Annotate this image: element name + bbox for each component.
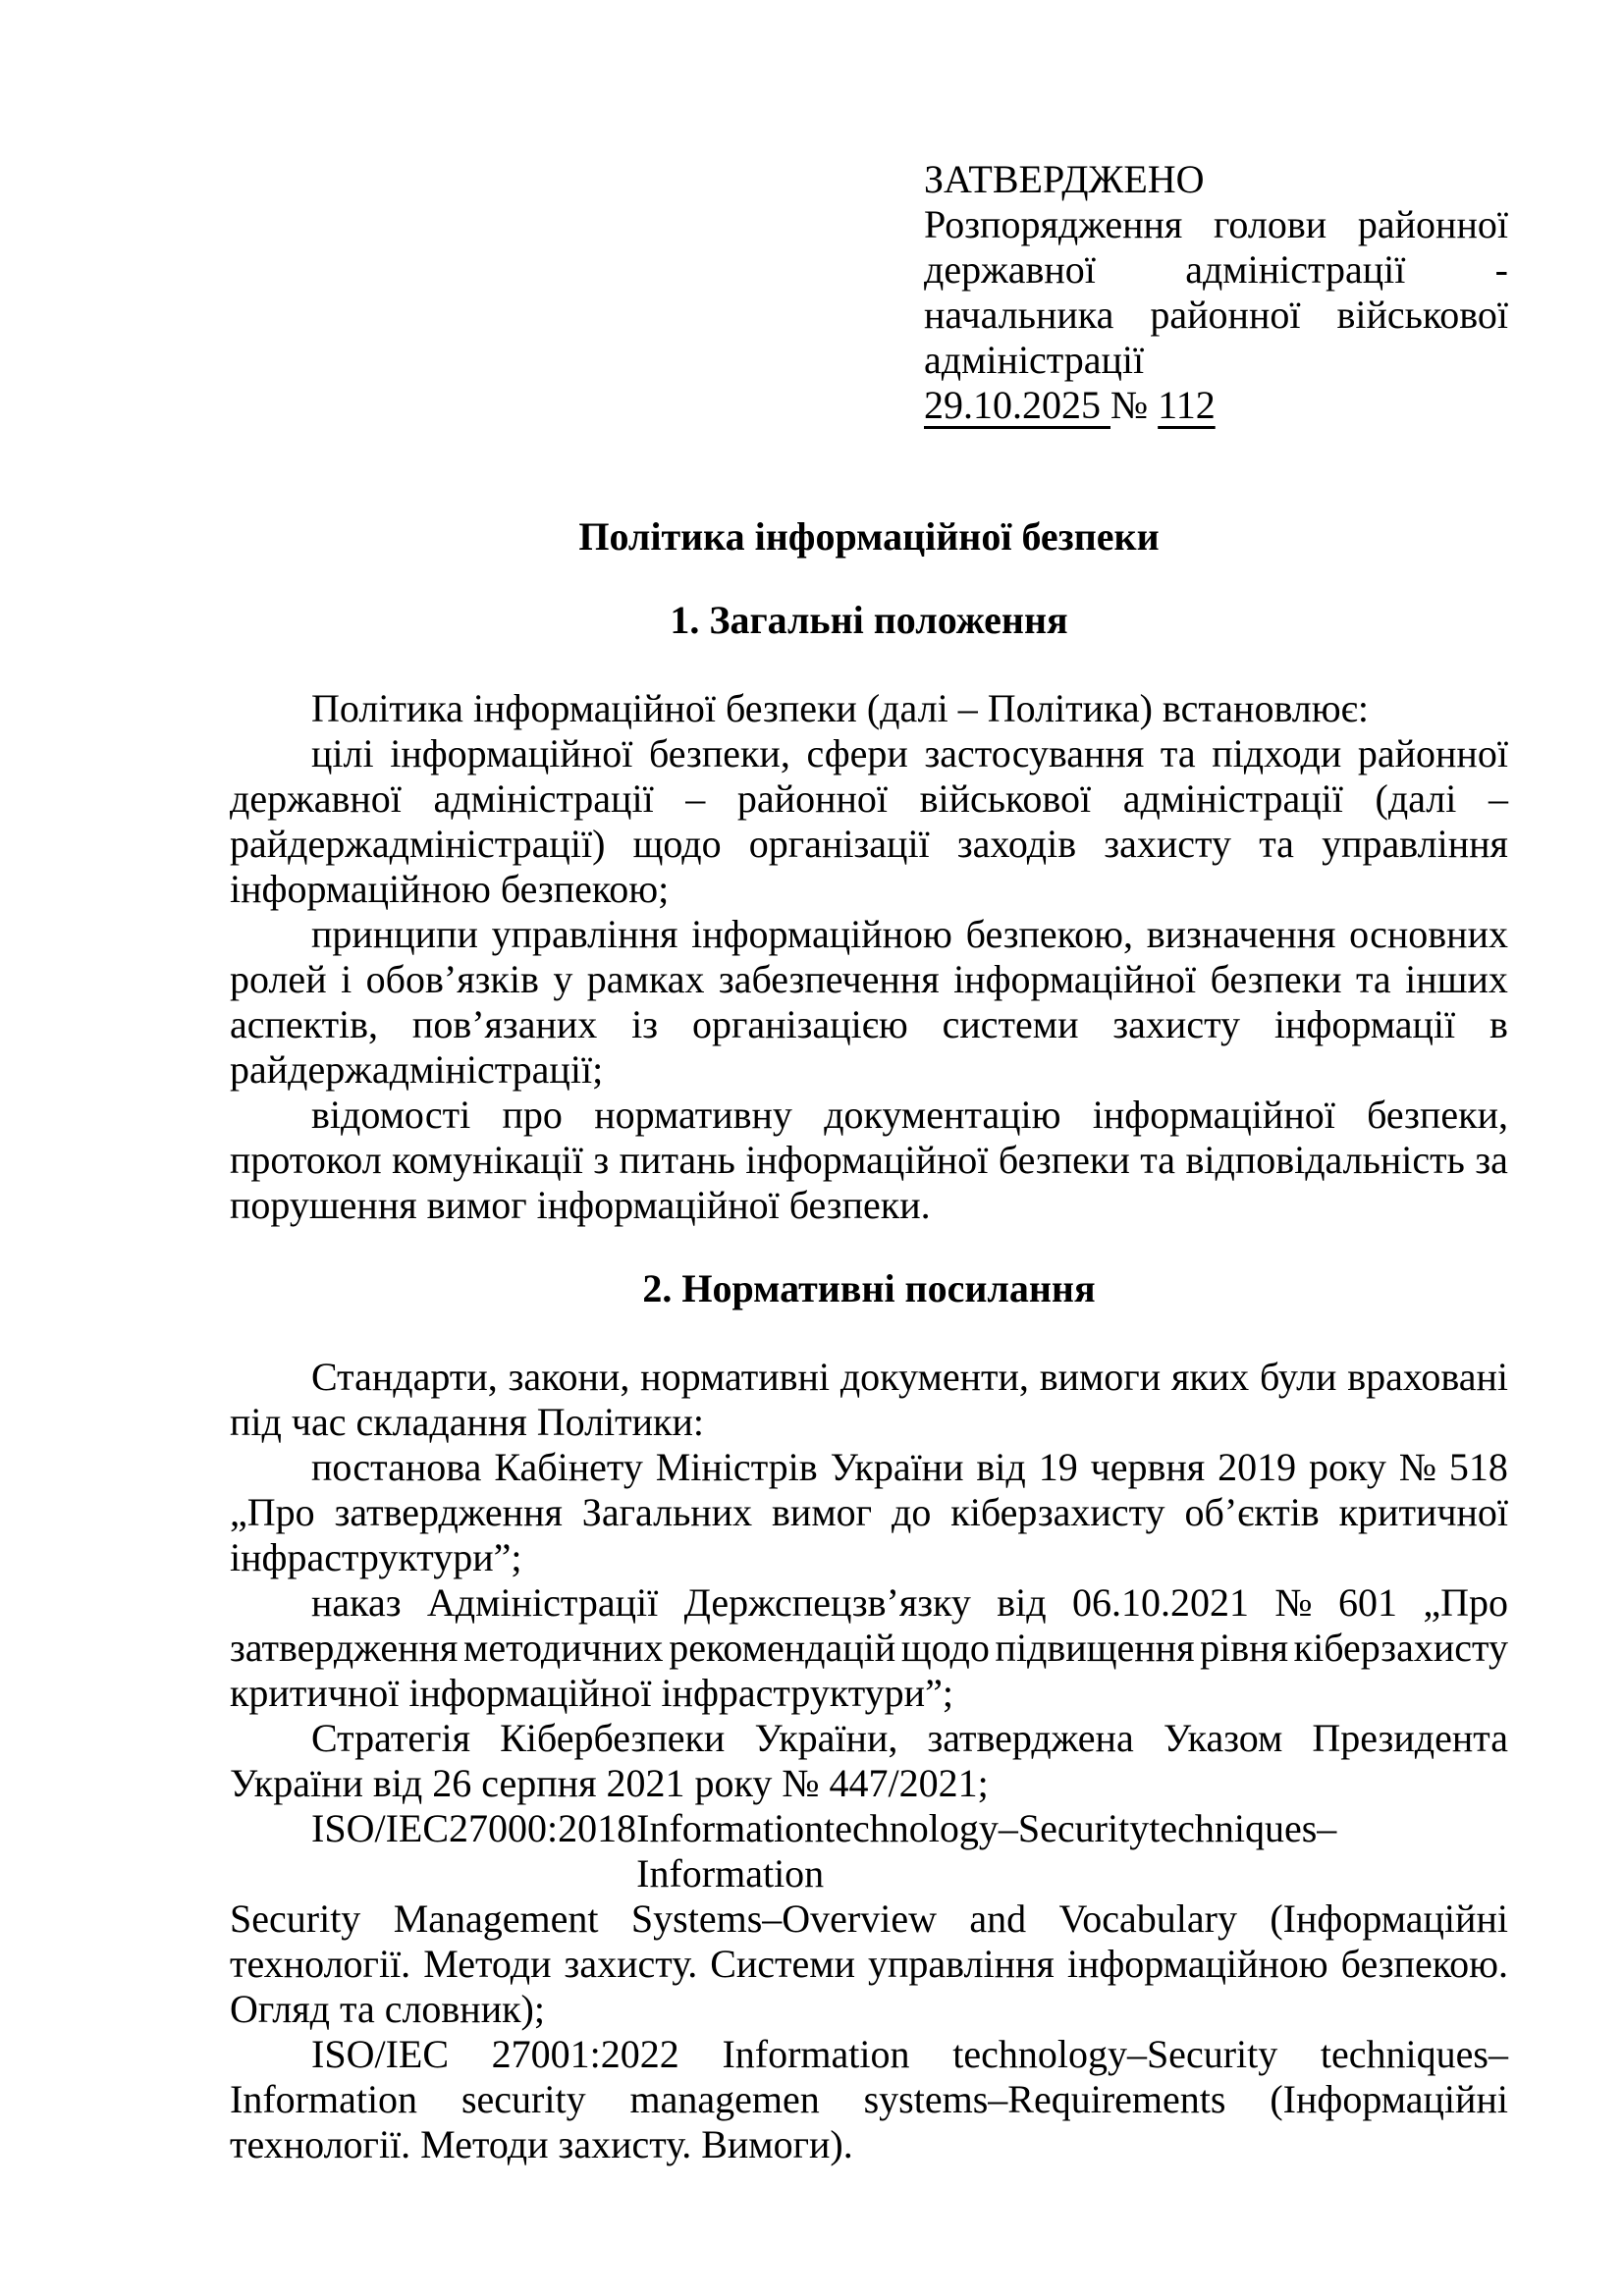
word: комунікації	[392, 1138, 583, 1182]
text-line	[230, 1580, 1508, 1626]
paragraph	[230, 686, 1508, 731]
word: обов’язків	[365, 957, 539, 1001]
word: щодо	[632, 822, 722, 866]
text-line	[230, 2077, 1508, 2122]
word: адміністрації	[1185, 247, 1406, 292]
word: рівня	[1200, 1626, 1288, 1670]
section-heading: 2. Нормативні посилання	[642, 1266, 1096, 1310]
text-line	[230, 957, 1508, 1002]
word: підвищення	[995, 1626, 1195, 1670]
word: червня	[1090, 1445, 1206, 1489]
word: безпеки,	[1367, 1093, 1508, 1137]
word: 518	[1448, 1445, 1508, 1489]
text-line: під час складання Політики:	[230, 1400, 704, 1444]
word: безпеки	[998, 1138, 1130, 1182]
order-number: 112	[1158, 383, 1216, 427]
word: пов’язаних	[411, 1002, 598, 1046]
word: Адміністрації	[426, 1580, 659, 1625]
word: інформації	[1273, 1002, 1456, 1046]
word: затвердження	[334, 1490, 563, 1534]
word: організації	[748, 822, 930, 866]
word: та	[1160, 731, 1196, 775]
word: Management	[393, 1896, 599, 1941]
word: в	[1489, 1002, 1508, 1046]
text-line	[230, 1355, 1508, 1400]
word: ISO/IEC	[311, 1806, 449, 1850]
word: (Інформаційні	[1270, 1896, 1508, 1941]
word: забезпечення	[718, 957, 940, 1001]
approval-line: ЗАТВЕРДЖЕНО	[924, 157, 1205, 201]
word: systems–Requirements	[863, 2077, 1226, 2121]
approval-line	[924, 293, 1508, 338]
word: інформаційної	[390, 731, 633, 775]
word: та	[1259, 822, 1294, 866]
text-line	[230, 2032, 1508, 2077]
word: інформаційною	[691, 912, 952, 956]
text-line	[230, 1445, 1508, 1490]
word: протокол	[230, 1138, 382, 1182]
word: начальника	[924, 293, 1114, 337]
word: захисту	[1104, 822, 1231, 866]
word: managemen	[629, 2077, 820, 2121]
word: Стратегія	[311, 1716, 470, 1760]
word: –	[685, 776, 706, 821]
text-line: критичної інформаційної інфраструктури”;	[230, 1671, 953, 1715]
word: Стандарти,	[311, 1355, 498, 1399]
word: України,	[754, 1716, 898, 1760]
word: безпекою.	[1340, 1942, 1508, 1986]
document-content	[230, 157, 1508, 2167]
word: військової	[1336, 293, 1508, 337]
word: застосування	[924, 731, 1145, 775]
word: про	[502, 1093, 563, 1137]
word: України	[830, 1445, 964, 1489]
word: технології.	[230, 1942, 411, 1986]
word: Міністрів	[655, 1445, 818, 1489]
paragraph	[230, 1445, 1508, 1580]
text-line	[230, 1490, 1508, 1535]
word: techniques–	[1320, 2032, 1508, 2076]
number-sign: №	[1110, 383, 1159, 427]
word: Розпорядження	[924, 202, 1183, 246]
word: technology–Security	[952, 2032, 1278, 2076]
text-line: Політика інформаційної безпеки (далі – Політика) встановлює:	[311, 686, 1369, 730]
text-line	[230, 1716, 1508, 1761]
text-line: інформаційною безпекою;	[230, 867, 670, 911]
word: Information	[722, 2032, 910, 2076]
paragraph	[230, 1806, 1508, 2032]
word: враховані	[1347, 1355, 1508, 1399]
text-line	[230, 776, 1508, 822]
word: питань	[619, 1138, 735, 1182]
paragraph	[230, 1716, 1508, 1806]
word: з	[593, 1138, 610, 1182]
word: військової	[919, 776, 1092, 821]
word: Information	[230, 2077, 418, 2121]
word: адміністрації	[1122, 776, 1343, 821]
word: Security	[230, 1896, 361, 1941]
paragraph	[230, 731, 1508, 912]
text-line	[230, 1896, 1508, 1942]
word: критичної	[1338, 1490, 1508, 1534]
word: інших	[1405, 957, 1508, 1001]
word: у	[553, 957, 573, 1001]
word: „Про	[1423, 1580, 1508, 1625]
word: об’єктів	[1184, 1490, 1320, 1534]
word: Указом	[1163, 1716, 1283, 1760]
word: року	[1309, 1445, 1386, 1489]
document-title: Політика інформаційної безпеки	[578, 514, 1160, 559]
word: -	[1494, 247, 1508, 292]
text-line: України від 26 серпня 2021 року № 447/2021;	[230, 1761, 989, 1805]
approval-line: адміністрації	[924, 338, 1145, 382]
word: районної	[1357, 202, 1508, 246]
word: Системи	[710, 1942, 856, 1986]
section-1	[230, 598, 1508, 1228]
word: ISO/IEC	[311, 2032, 449, 2076]
paragraph	[230, 1093, 1508, 1228]
word: адміністрації	[433, 776, 654, 821]
word: Кібербезпеки	[500, 1716, 726, 1760]
word: рекомендацій	[669, 1626, 896, 1670]
word: Informationtechnology–Securitytechniques–Information	[636, 1806, 1337, 1896]
word: документи,	[839, 1355, 1029, 1399]
word: організацією	[691, 1002, 908, 1046]
approval-line	[924, 202, 1508, 247]
word: документацію	[824, 1093, 1061, 1137]
word: інформаційної	[953, 957, 1197, 1001]
word: і	[341, 957, 352, 1001]
word: безпеки,	[648, 731, 790, 775]
text-line	[230, 1806, 1508, 1896]
paragraph	[230, 2032, 1508, 2167]
word: Vocabulary	[1058, 1896, 1237, 1941]
word: 601	[1337, 1580, 1397, 1625]
word: Методи	[423, 1942, 552, 1986]
text-line	[230, 1093, 1508, 1138]
word: інформаційної	[1092, 1093, 1335, 1137]
paragraph	[230, 1580, 1508, 1716]
word: „Про	[230, 1490, 315, 1534]
word: державної	[230, 776, 402, 821]
word: затверджена	[927, 1716, 1134, 1760]
word: за	[1475, 1138, 1508, 1182]
word: затвердження	[230, 1626, 459, 1670]
word: кіберзахисту	[950, 1490, 1165, 1534]
word: ролей	[230, 957, 327, 1001]
word: Держспецзв’язку	[683, 1580, 971, 1625]
word: нормативну	[594, 1093, 792, 1137]
word: кіберзахисту	[1293, 1626, 1508, 1670]
word: методичних	[463, 1626, 664, 1670]
approval-line	[924, 247, 1508, 293]
word: голови	[1214, 202, 1327, 246]
word: системи	[942, 1002, 1079, 1046]
word: №	[1398, 1445, 1436, 1489]
word: аспектів,	[230, 1002, 379, 1046]
word: –	[1489, 776, 1508, 821]
word: управління	[868, 1942, 1055, 1986]
word: захисту	[1112, 1002, 1241, 1046]
word: рамках	[586, 957, 705, 1001]
word: security	[460, 2077, 586, 2121]
word: відповідальність	[1185, 1138, 1465, 1182]
word: and	[969, 1896, 1027, 1941]
text-line	[230, 1942, 1508, 1987]
word: (Інформаційні	[1270, 2077, 1508, 2121]
word: районної	[1357, 731, 1508, 775]
word: до	[891, 1490, 932, 1534]
word: інформаційною	[1066, 1942, 1328, 1986]
word: інформаційної	[745, 1138, 989, 1182]
word: основних	[1349, 912, 1508, 956]
word: від	[997, 1580, 1047, 1625]
document-body	[230, 598, 1508, 2167]
word: наказ	[311, 1580, 402, 1625]
word: закони,	[508, 1355, 630, 1399]
word: підходи	[1212, 731, 1342, 775]
word: вимог	[772, 1490, 873, 1534]
section-heading: 1. Загальні положення	[670, 598, 1068, 642]
text-line: Огляд та словник);	[230, 1987, 545, 2031]
text-line	[230, 1626, 1508, 1671]
paragraph	[230, 1355, 1508, 1445]
word: Кабінету	[494, 1445, 643, 1489]
word: №	[1274, 1580, 1313, 1625]
word: відомості	[311, 1093, 471, 1137]
text-line	[230, 822, 1508, 867]
word: 27001:2022	[491, 2032, 679, 2076]
word: державної	[924, 247, 1096, 292]
word: із	[631, 1002, 659, 1046]
word: щодо	[900, 1626, 990, 1670]
word: 19	[1038, 1445, 1078, 1489]
approval-date: 29.10.2025	[924, 383, 1110, 427]
approval-date-line	[924, 383, 1508, 428]
approval-block	[924, 157, 1508, 428]
word: Загальних	[581, 1490, 753, 1534]
word: районної	[736, 776, 888, 821]
word: постанова	[311, 1445, 482, 1489]
section-2	[230, 1266, 1508, 2167]
word: безпекою,	[965, 912, 1133, 956]
word: районної	[1150, 293, 1301, 337]
text-line: технології. Методи захисту. Вимоги).	[230, 2122, 853, 2166]
word: безпеки	[1210, 957, 1342, 1001]
word: захисту.	[564, 1942, 698, 1986]
word: нормативні	[640, 1355, 831, 1399]
word: (далі	[1375, 776, 1457, 821]
word: принципи	[311, 912, 478, 956]
word: яких	[1170, 1355, 1250, 1399]
word: були	[1260, 1355, 1337, 1399]
word: цілі	[311, 731, 374, 775]
text-line: інфраструктури”;	[230, 1535, 522, 1579]
text-line	[230, 912, 1508, 957]
word: та	[1140, 1138, 1175, 1182]
word: визначення	[1146, 912, 1336, 956]
word: управління	[1322, 822, 1508, 866]
text-line	[230, 731, 1508, 776]
text-line: порушення вимог інформаційної безпеки.	[230, 1183, 931, 1227]
word: райдержадміністрації)	[230, 822, 606, 866]
word: Президента	[1312, 1716, 1508, 1760]
word: Systems–Overview	[630, 1896, 937, 1941]
word: вимоги	[1039, 1355, 1162, 1399]
word: 2019	[1218, 1445, 1297, 1489]
word: від	[976, 1445, 1026, 1489]
word: 27000:2018	[449, 1806, 637, 1850]
word: управління	[491, 912, 678, 956]
word: заходів	[956, 822, 1077, 866]
text-line: райдержадміністрації;	[230, 1047, 604, 1092]
word: сфери	[806, 731, 908, 775]
paragraph	[230, 912, 1508, 1093]
text-line	[230, 1138, 1508, 1183]
word: 06.10.2021	[1072, 1580, 1250, 1625]
word: та	[1355, 957, 1391, 1001]
text-line	[230, 1002, 1508, 1047]
